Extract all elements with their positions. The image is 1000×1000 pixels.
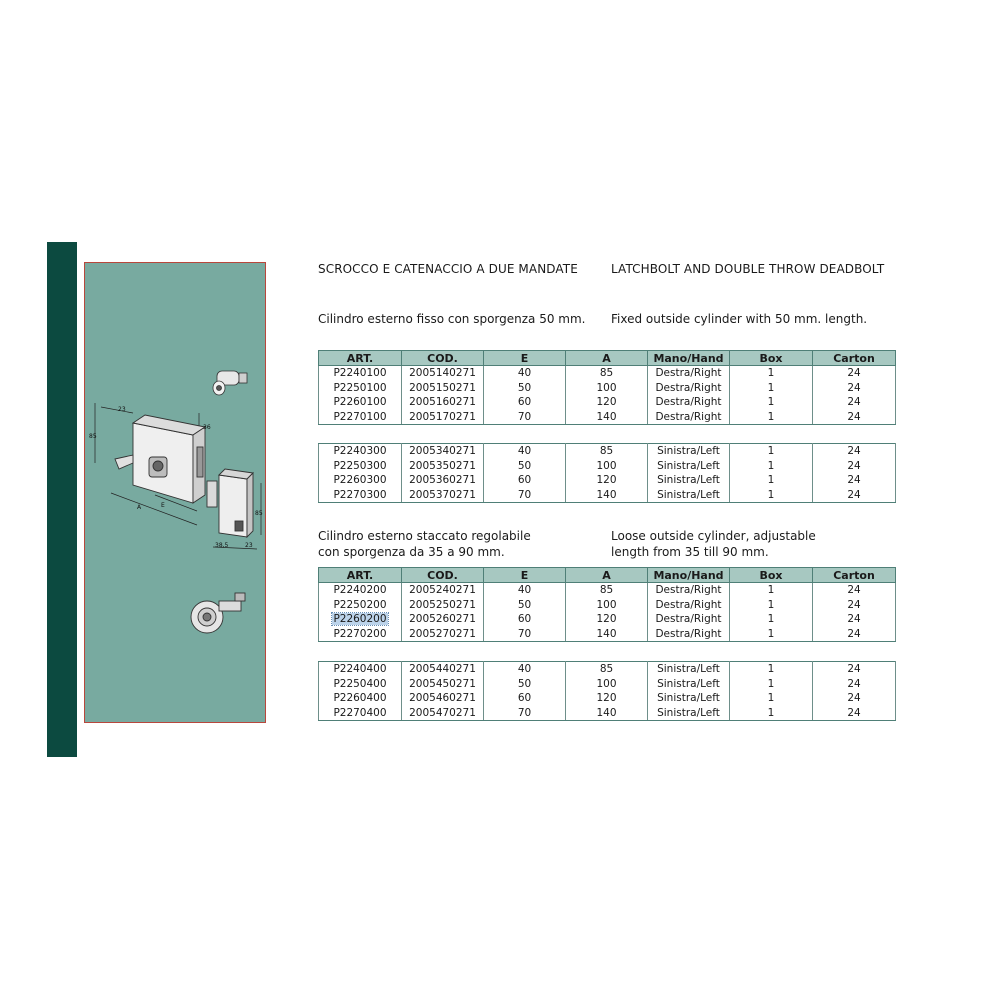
header-e: E: [484, 351, 566, 366]
table-cell: [813, 395, 896, 410]
table-cell-text: 1: [767, 584, 775, 597]
table-cell-text: 1: [767, 474, 775, 487]
table-row: [319, 598, 896, 613]
table-cell: [319, 395, 402, 410]
table-cell: [813, 677, 896, 692]
table-cell: [648, 677, 730, 692]
table-cell-text: 40: [517, 445, 532, 458]
table-cell: [402, 444, 484, 459]
table-cell-text: 100: [596, 598, 617, 611]
table-cell: [648, 662, 730, 677]
table-cell-text: 24: [847, 410, 861, 423]
table-cell-text: 24: [847, 445, 861, 458]
table-cell-text: 50: [517, 381, 532, 394]
table-cell: [730, 366, 813, 381]
table-row: [319, 381, 896, 396]
table-cell-text: Destra/Right: [655, 410, 722, 423]
table-row: [319, 488, 896, 503]
dim-label-85-left: 85: [89, 433, 97, 440]
dim-label-a: A: [137, 504, 142, 511]
table-cell: [402, 395, 484, 410]
table-cell: [730, 598, 813, 613]
table-cell: [402, 366, 484, 381]
table-cell-text: 1: [767, 677, 775, 690]
table-cell-text: 40: [517, 367, 532, 380]
title-italian: SCROCCO E CATENACCIO A DUE MANDATE: [318, 262, 578, 276]
table-cell: [813, 381, 896, 396]
table-row: [319, 583, 896, 598]
header-box: Box: [730, 351, 813, 366]
table-cell-text: P2270300: [333, 488, 387, 501]
dim-label-23-top: 23: [118, 406, 126, 413]
table-cell-text: P2250300: [333, 459, 387, 472]
table-cell-text: 50: [517, 598, 532, 611]
table-cell-text: P2240400: [333, 663, 387, 676]
table-cell-text: 50: [517, 677, 532, 690]
table-cell-text: 1: [767, 445, 775, 458]
table-cell-text: Sinistra/Left: [657, 474, 720, 487]
table-cell: [648, 381, 730, 396]
table-cell: [813, 444, 896, 459]
table-cell-text: P2250400: [333, 677, 387, 690]
table-cell: [730, 488, 813, 503]
table-cell-text: P2270100: [333, 410, 387, 423]
header-a: A: [566, 568, 648, 583]
table-cell-text: 2005470271: [409, 706, 476, 719]
header-a: A: [566, 351, 648, 366]
table-cell-text: 1: [767, 396, 775, 409]
table-cell-text: 120: [596, 474, 617, 487]
table-cell: [402, 598, 484, 613]
table-cell: [319, 473, 402, 488]
rosette-cylinder-drawing: [191, 593, 245, 633]
table-cell: [648, 395, 730, 410]
table-cell: [813, 662, 896, 677]
table-cell: [566, 598, 648, 613]
section2-subtitle-english-line1: Loose outside cylinder, adjustable: [611, 529, 816, 543]
dim-label-36: 36: [203, 424, 211, 431]
table-cell: [319, 662, 402, 677]
table-loose-left: [318, 661, 896, 721]
header-hand: Mano/Hand: [648, 351, 730, 366]
table-cell-text: P2250200: [333, 598, 387, 611]
table-fixed-left: [318, 443, 896, 503]
table-cell-text: 1: [767, 459, 775, 472]
table-cell-text: 2005450271: [409, 677, 476, 690]
table-cell: [648, 691, 730, 706]
table-cell-text: 2005240271: [409, 584, 476, 597]
table-cell-text: P2240300: [333, 445, 387, 458]
product-illustration-panel: [84, 262, 266, 723]
table-cell-text: 2005350271: [409, 459, 476, 472]
table-cell-text: 24: [847, 613, 861, 626]
table-fixed-right: [318, 350, 896, 425]
table-cell-text: 2005370271: [409, 488, 476, 501]
table-cell-text: P2260300: [333, 474, 387, 487]
table-cell-text: 70: [517, 488, 532, 501]
table-cell: [648, 488, 730, 503]
table-cell: [484, 459, 566, 474]
table-cell: [730, 691, 813, 706]
table-cell: [484, 488, 566, 503]
table-cell-text: 140: [596, 706, 617, 719]
header-carton: Carton: [813, 351, 896, 366]
table-cell-text: P2240200: [333, 584, 387, 597]
table-row: [319, 459, 896, 474]
table-cell: [566, 706, 648, 721]
table-cell: [730, 662, 813, 677]
table-cell-text: 1: [767, 367, 775, 380]
table-cell-text: Destra/Right: [655, 598, 722, 611]
table-header-row: [319, 568, 896, 583]
table-cell: [813, 612, 896, 627]
cylinder-drawing: [213, 371, 247, 395]
table-cell-text: 85: [599, 584, 614, 597]
table-cell-text: Sinistra/Left: [657, 706, 720, 719]
table-cell: [730, 381, 813, 396]
table-cell-text: P2260100: [333, 396, 387, 409]
table-cell: [813, 598, 896, 613]
table-cell: [648, 410, 730, 425]
table-cell: [813, 627, 896, 642]
table-cell-text: P2260400: [333, 692, 387, 705]
table-cell: [813, 706, 896, 721]
table-cell: [319, 459, 402, 474]
table-cell-text: 2005170271: [409, 410, 476, 423]
table-cell-text: Sinistra/Left: [657, 459, 720, 472]
table-cell-text: 120: [596, 613, 617, 626]
table-row: [319, 444, 896, 459]
dim-label-38-5: 38,5: [215, 542, 229, 549]
title-english: LATCHBOLT AND DOUBLE THROW DEADBOLT: [611, 262, 885, 276]
table-cell: [813, 488, 896, 503]
header-cod: COD.: [402, 351, 484, 366]
table-cell-text: 24: [847, 663, 861, 676]
table-cell: [648, 366, 730, 381]
table-cell: [402, 459, 484, 474]
selected-cell-text: P2260200: [333, 613, 387, 626]
table-row: [319, 395, 896, 410]
table-cell: [484, 598, 566, 613]
table-cell-text: 24: [847, 396, 861, 409]
table-cell-text: 2005270271: [409, 627, 476, 640]
table-cell-text: 50: [517, 459, 532, 472]
table-cell-text: 140: [596, 488, 617, 501]
table-cell-text: 1: [767, 663, 775, 676]
header-cod: COD.: [402, 568, 484, 583]
table-cell: [484, 444, 566, 459]
table-cell-text: 140: [596, 627, 617, 640]
table-row: [319, 473, 896, 488]
table-cell-text: 1: [767, 706, 775, 719]
table-cell-text: 24: [847, 692, 861, 705]
section2-subtitle-english-line2: length from 35 till 90 mm.: [611, 545, 769, 559]
table-cell: [484, 381, 566, 396]
table-cell: [402, 662, 484, 677]
table-cell-text: Sinistra/Left: [657, 692, 720, 705]
table-cell-text: 24: [847, 706, 861, 719]
table-cell: [484, 627, 566, 642]
table-cell: [566, 662, 648, 677]
table-cell: [566, 691, 648, 706]
table-cell: [566, 395, 648, 410]
table-cell-text: P2250100: [333, 381, 387, 394]
table-cell: [402, 381, 484, 396]
table-cell: [566, 677, 648, 692]
table-cell-text: 60: [517, 396, 532, 409]
table-cell: [319, 706, 402, 721]
table-cell: [566, 583, 648, 598]
table-cell-text: Destra/Right: [655, 367, 722, 380]
table-cell: [402, 410, 484, 425]
table-loose-right: [318, 567, 896, 642]
table-cell-text: 85: [599, 445, 614, 458]
table-cell-text: 40: [517, 584, 532, 597]
table-cell-text: 24: [847, 584, 861, 597]
table-cell-text: 24: [847, 627, 861, 640]
table-cell: [566, 627, 648, 642]
lock-body-drawing: [115, 415, 205, 503]
table-row: [319, 366, 896, 381]
table-cell-text: 1: [767, 598, 775, 611]
dim-label-23-bottom: 23: [245, 542, 253, 549]
table-cell: [319, 583, 402, 598]
table-cell-text: Sinistra/Left: [657, 445, 720, 458]
table-cell-text: 70: [517, 410, 532, 423]
header-art: ART.: [319, 568, 402, 583]
table-cell-text: 60: [517, 692, 532, 705]
table-cell-text: 85: [599, 663, 614, 676]
table-cell: [319, 488, 402, 503]
table-cell-text: 24: [847, 488, 861, 501]
table-cell: [648, 612, 730, 627]
table-row: [319, 627, 896, 642]
table-cell-text: 2005140271: [409, 367, 476, 380]
table-cell: [648, 706, 730, 721]
table-cell-text: 1: [767, 381, 775, 394]
table-row: [319, 612, 896, 627]
header-box: Box: [730, 568, 813, 583]
table-cell-text: 1: [767, 692, 775, 705]
section2-subtitle-italian-line2: con sporgenza da 35 a 90 mm.: [318, 545, 505, 559]
table-cell: [319, 627, 402, 642]
table-cell-text: 120: [596, 396, 617, 409]
table-cell: [484, 473, 566, 488]
table-cell: [484, 677, 566, 692]
table-cell-text: 2005150271: [409, 381, 476, 394]
table-cell-text: 24: [847, 459, 861, 472]
table-cell: [648, 444, 730, 459]
table-cell-text: P2270400: [333, 706, 387, 719]
table-cell: [319, 612, 402, 627]
table-cell-text: 24: [847, 474, 861, 487]
table-cell: [319, 410, 402, 425]
table-cell: [484, 410, 566, 425]
table-cell: [730, 612, 813, 627]
table-cell: [402, 583, 484, 598]
table-cell: [484, 583, 566, 598]
table-cell: [402, 627, 484, 642]
section1-subtitle-italian: Cilindro esterno fisso con sporgenza 50 mm.: [318, 312, 586, 326]
header-e: E: [484, 568, 566, 583]
table-cell: [566, 366, 648, 381]
table-cell: [648, 473, 730, 488]
header-hand: Mano/Hand: [648, 568, 730, 583]
table-cell-text: 100: [596, 459, 617, 472]
table-cell-text: 2005340271: [409, 445, 476, 458]
table-cell-text: 24: [847, 598, 861, 611]
table-cell-text: 24: [847, 367, 861, 380]
table-cell: [566, 410, 648, 425]
table-cell-text: 2005460271: [409, 692, 476, 705]
table-cell: [730, 395, 813, 410]
table-cell-text: 40: [517, 663, 532, 676]
table-cell-text: 100: [596, 381, 617, 394]
table-cell-text: Destra/Right: [655, 584, 722, 597]
table-cell: [730, 583, 813, 598]
table-cell: [813, 366, 896, 381]
table-cell: [402, 612, 484, 627]
table-cell-text: Sinistra/Left: [657, 663, 720, 676]
table-cell: [813, 410, 896, 425]
side-accent-bar: [47, 242, 77, 757]
table-cell: [566, 444, 648, 459]
table-cell: [484, 395, 566, 410]
table-cell-text: 100: [596, 677, 617, 690]
table-cell: [484, 612, 566, 627]
table-cell-text: 24: [847, 381, 861, 394]
table-cell-text: 120: [596, 692, 617, 705]
table-cell: [648, 627, 730, 642]
table-cell: [319, 381, 402, 396]
table-cell-text: 24: [847, 677, 861, 690]
table-cell: [566, 612, 648, 627]
table-row: [319, 662, 896, 677]
table-cell: [730, 459, 813, 474]
table-cell: [319, 677, 402, 692]
table-cell-text: 60: [517, 613, 532, 626]
table-cell: [566, 473, 648, 488]
table-cell: [730, 444, 813, 459]
table-cell: [648, 598, 730, 613]
table-cell: [319, 598, 402, 613]
table-cell: [813, 459, 896, 474]
table-cell-text: 140: [596, 410, 617, 423]
table-cell-text: Sinistra/Left: [657, 677, 720, 690]
table-cell-text: 1: [767, 488, 775, 501]
table-cell: [730, 677, 813, 692]
table-cell: [484, 691, 566, 706]
table-cell: [319, 444, 402, 459]
section1-subtitle-english: Fixed outside cylinder with 50 mm. length.: [611, 312, 868, 326]
table-cell-text: 2005250271: [409, 598, 476, 611]
table-cell-text: Destra/Right: [655, 396, 722, 409]
table-header-row: [319, 351, 896, 366]
table-cell: [566, 459, 648, 474]
table-cell: [566, 488, 648, 503]
header-carton: Carton: [813, 568, 896, 583]
table-cell: [813, 583, 896, 598]
table-cell-text: 2005260271: [409, 613, 476, 626]
table-cell-text: P2240100: [333, 367, 387, 380]
table-cell: [319, 366, 402, 381]
table-row: [319, 691, 896, 706]
table-cell-text: 70: [517, 706, 532, 719]
table-cell-text: 1: [767, 627, 775, 640]
table-row: [319, 410, 896, 425]
table-cell-text: 85: [599, 367, 614, 380]
table-cell: [402, 677, 484, 692]
table-cell: [402, 691, 484, 706]
section2-subtitle-italian-line1: Cilindro esterno staccato regolabile: [318, 529, 531, 543]
table-cell: [566, 381, 648, 396]
table-cell: [402, 473, 484, 488]
table-cell-text: Destra/Right: [655, 381, 722, 394]
table-cell: [813, 691, 896, 706]
dim-label-85-right: 85: [255, 510, 263, 517]
table-cell: [484, 662, 566, 677]
table-cell-text: Destra/Right: [655, 627, 722, 640]
table-cell: [319, 691, 402, 706]
table-cell-text: 2005440271: [409, 663, 476, 676]
table-cell-text: 2005360271: [409, 474, 476, 487]
table-row: [319, 677, 896, 692]
table-cell-text: 1: [767, 410, 775, 423]
table-cell-text: 60: [517, 474, 532, 487]
table-cell-text: 2005160271: [409, 396, 476, 409]
table-row: [319, 706, 896, 721]
header-art: ART.: [319, 351, 402, 366]
table-cell: [484, 366, 566, 381]
table-cell-text: 70: [517, 627, 532, 640]
lock-technical-drawing: [85, 263, 267, 724]
table-cell: [730, 627, 813, 642]
table-cell: [648, 459, 730, 474]
table-cell: [730, 706, 813, 721]
table-cell: [484, 706, 566, 721]
table-cell: [402, 488, 484, 503]
table-cell: [402, 706, 484, 721]
table-cell-text: Destra/Right: [655, 613, 722, 626]
table-cell-text: 1: [767, 613, 775, 626]
table-cell-text: Sinistra/Left: [657, 488, 720, 501]
table-cell: [730, 473, 813, 488]
strike-plate-drawing: [207, 469, 253, 537]
table-cell-text: P2270200: [333, 627, 387, 640]
table-cell: [648, 583, 730, 598]
table-cell: [813, 473, 896, 488]
table-cell: [730, 410, 813, 425]
dim-label-e: E: [161, 502, 165, 509]
